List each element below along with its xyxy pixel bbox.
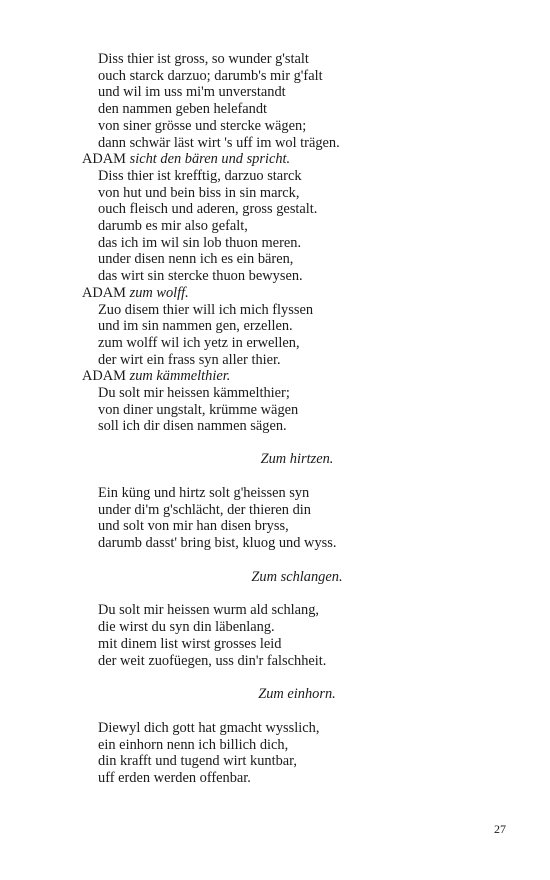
speaker-name: ADAM — [82, 368, 126, 385]
verse-line: darumb dasst' bring bist, kluog und wyss. — [98, 534, 337, 551]
verse-line: das wirt sin stercke thuon bewysen. — [98, 268, 303, 285]
verse-line: von hut und bein biss in sin marck, — [98, 184, 300, 201]
verse-block-wolf — [82, 302, 482, 369]
section-heading: Zum hirtzen. — [260, 451, 334, 468]
speaker-line — [82, 151, 482, 168]
verse-line: Zuo disem thier will ich mich flyssen — [98, 301, 314, 318]
speaker-line — [82, 368, 482, 385]
page-number: 27 — [494, 822, 506, 836]
verse-line: und solt von mir han disen bryss, — [98, 518, 289, 535]
verse-line: den nammen geben helefandt — [98, 101, 268, 118]
verse-line: ouch fleisch und aderen, gross gestalt. — [98, 201, 318, 218]
verse-line: ouch starck darzuo; darumb's mir g'falt — [98, 67, 323, 84]
verse-text — [82, 51, 482, 787]
verse-block-snake — [82, 602, 482, 669]
verse-line: die wirst du syn din läbenlang. — [98, 619, 275, 636]
verse-block-bear — [82, 168, 482, 285]
verse-line: und wil im uss mi'm unverstandt — [98, 84, 286, 101]
verse-line: Ein küng und hirtz solt g'heissen syn — [98, 484, 310, 501]
verse-line: das ich im wil sin lob thuon meren. — [98, 234, 302, 251]
verse-line: under di'm g'schlächt, der thieren din — [98, 501, 311, 518]
verse-line: und im sin nammen gen, erzellen. — [98, 318, 293, 335]
stage-direction: sicht den bären und spricht. — [129, 151, 291, 168]
verse-line: Diss thier ist krefftig, darzuo starck — [98, 167, 302, 184]
verse-line: Du solt mir heissen wurm ald schlang, — [98, 602, 320, 619]
verse-line: Diewyl dich gott hat gmacht wysslich, — [98, 719, 320, 736]
verse-line: darumb es mir also gefalt, — [98, 218, 248, 235]
verse-line: der wirt ein frass syn aller thier. — [98, 351, 281, 368]
verse-line: mit dinem list wirst grosses leid — [98, 635, 282, 652]
verse-line: dann schwär läst wirt 's uff im wol trägen. — [98, 134, 340, 151]
speaker-name: ADAM — [82, 284, 126, 301]
verse-block-unicorn — [82, 720, 482, 787]
verse-line: under disen nenn ich es ein bären, — [98, 251, 294, 268]
verse-line: von siner grösse und stercke wägen; — [98, 117, 307, 134]
verse-line: der weit zuofüegen, uss din'r falschheit. — [98, 652, 327, 669]
verse-line: Du solt mir heissen kämmelthier; — [98, 385, 290, 402]
verse-line: soll ich dir disen nammen sägen. — [98, 418, 287, 435]
stage-direction: zum wolff. — [129, 284, 189, 301]
section-heading: Zum schlangen. — [251, 568, 343, 585]
stage-direction: zum kämmelthier. — [129, 368, 231, 385]
verse-line: din krafft und tugend wirt kuntbar, — [98, 753, 297, 770]
verse-block-deer — [82, 485, 482, 552]
verse-line: Diss thier ist gross, so wunder g'stalt — [98, 51, 309, 67]
section-heading: Zum einhorn. — [258, 686, 336, 703]
verse-line: von diner ungstalt, krümme wägen — [98, 401, 299, 418]
verse-line: zum wolff wil ich yetz in erwellen, — [98, 334, 300, 351]
verse-line: ein einhorn nenn ich billich dich, — [98, 736, 289, 753]
verse-block-elephant — [82, 51, 482, 151]
verse-line: uff erden werden offenbar. — [98, 770, 251, 787]
speaker-name: ADAM — [82, 151, 126, 168]
speaker-line — [82, 285, 482, 302]
verse-block-camel — [82, 385, 482, 435]
